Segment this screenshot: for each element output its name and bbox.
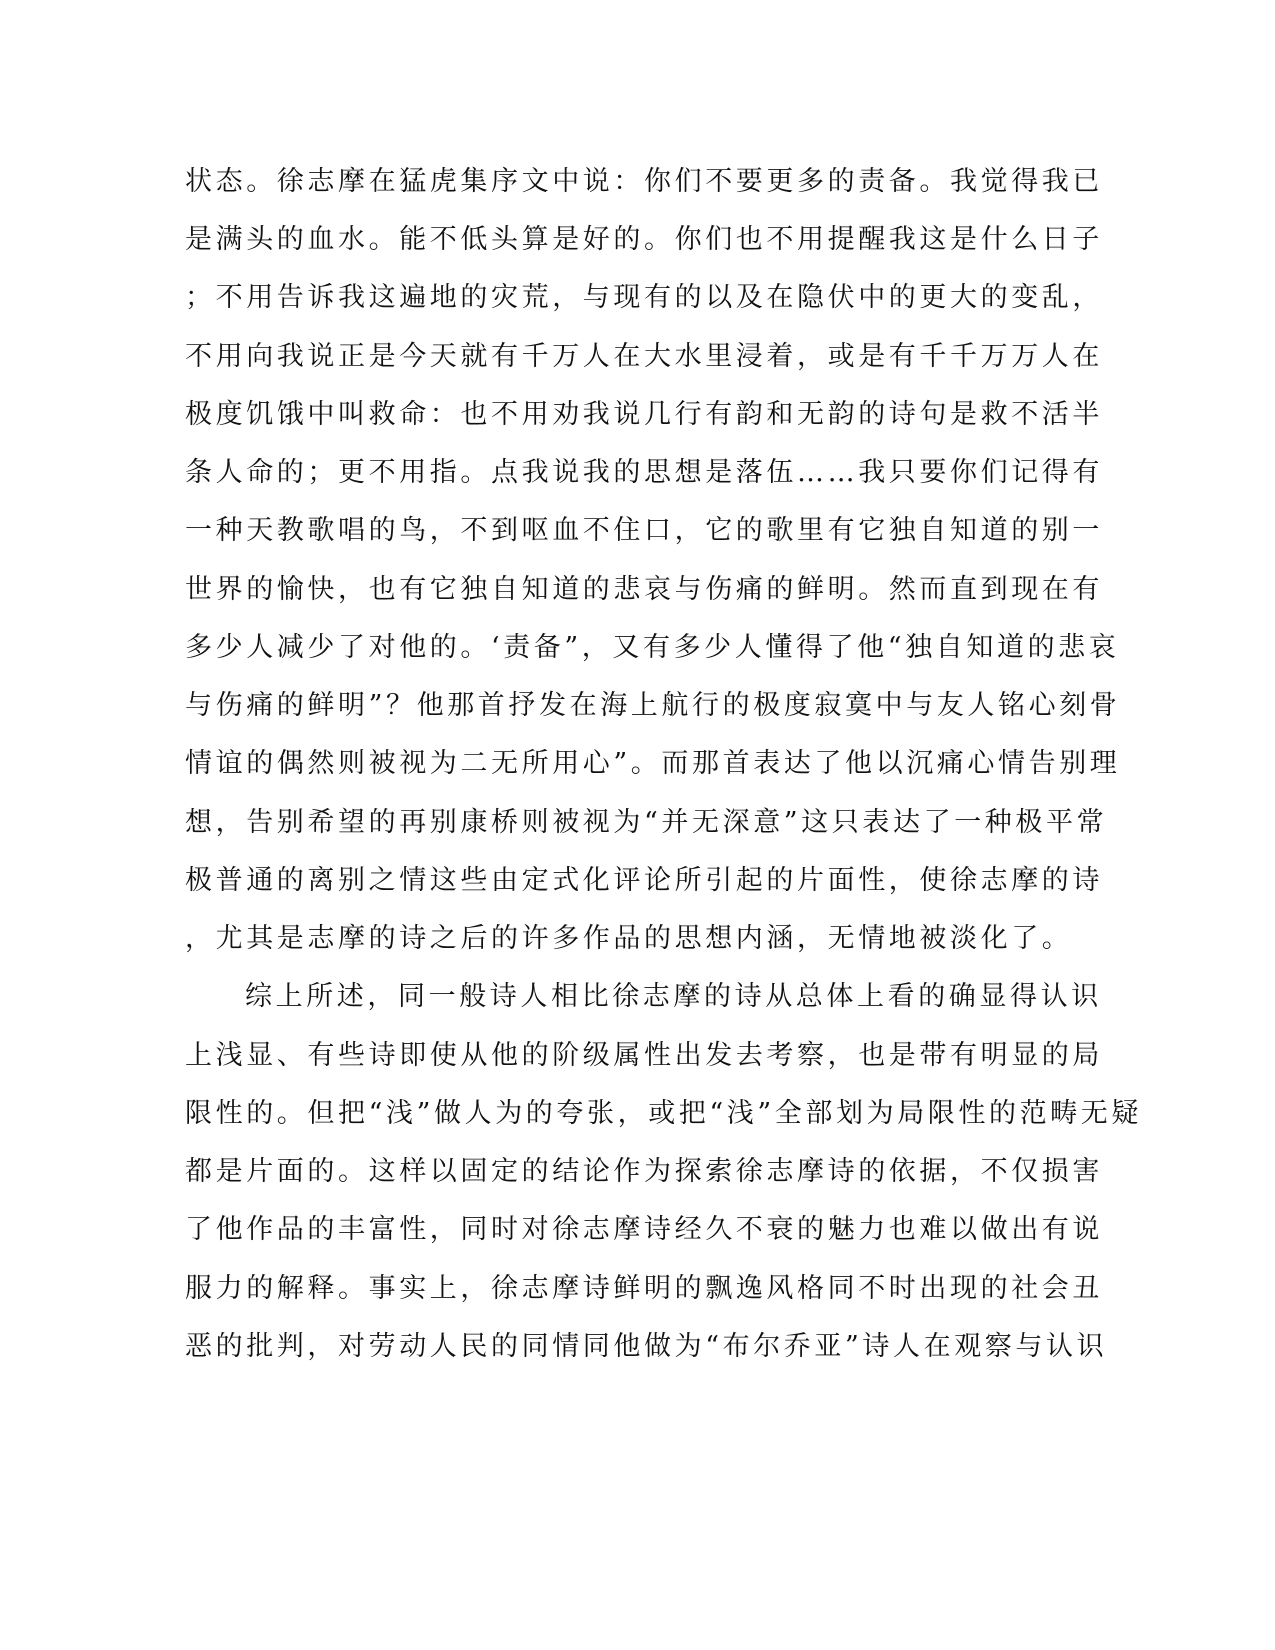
text-line: 都是片面的。这样以固定的结论作为探索徐志摩诗的依据，不仅损害 <box>185 1156 1103 1187</box>
text-line: 了他作品的丰富性，同时对徐志摩诗经久不衰的魅力也难以做出有说 <box>185 1214 1103 1245</box>
text-line: 情谊的偶然则被视为二无所用心”。而那首表达了他以沉痛心情告别理 <box>185 748 1121 779</box>
text-line: ；不用告诉我这遍地的灾荒，与现有的以及在隐伏中的更大的变乱， <box>185 282 1103 313</box>
text-line: ，尤其是志摩的诗之后的许多作品的思想内涵，无情地被淡化了。 <box>185 923 1073 954</box>
text-line: 限性的。但把“浅”做人为的夸张，或把“浅”全部划为局限性的范畴无疑 <box>185 1098 1143 1129</box>
text-line: 多少人减少了对他的。‘责备”，又有多少人懂得了他“独自知道的悲哀 <box>185 632 1120 663</box>
text-line: 服力的解释。事实上，徐志摩诗鲜明的飘逸风格同不时出现的社会丑 <box>185 1273 1103 1304</box>
text-line: 不用向我说正是今天就有千万人在大水里浸着，或是有千千万万人在 <box>185 341 1103 372</box>
text-line: 世界的愉快，也有它独自知道的悲哀与伤痛的鲜明。然而直到现在有 <box>185 574 1103 605</box>
text-line: 状态。徐志摩在猛虎集序文中说：你们不要更多的责备。我觉得我已 <box>185 166 1103 197</box>
text-line: 上浅显、有些诗即使从他的阶级属性出发去考察，也是带有明显的局 <box>185 1040 1103 1071</box>
text-line: 恶的批判，对劳动人民的同情同他做为“布尔乔亚”诗人在观察与认识 <box>185 1331 1108 1362</box>
text-line: 极度饥饿中叫救命：也不用劝我说几行有韵和无韵的诗句是救不活半 <box>185 399 1103 430</box>
text-line: 想，告别希望的再别康桥则被视为“并无深意”这只表达了一种极平常 <box>185 807 1108 838</box>
paragraph-first-line: 综上所述，同一般诗人相比徐志摩的诗从总体上看的确显得认识 <box>245 981 1102 1012</box>
text-line: 条人命的；更不用指。点我说我的思想是落伍……我只要你们记得有 <box>185 457 1103 488</box>
text-line: 与伤痛的鲜明”？他那首抒发在海上航行的极度寂寞中与友人铭心刻骨 <box>185 690 1121 721</box>
text-line: 一种天教歌唱的鸟，不到呕血不住口，它的歌里有它独自知道的别一 <box>185 515 1103 546</box>
text-line: 极普通的离别之情这些由定式化评论所引起的片面性，使徐志摩的诗 <box>185 865 1103 896</box>
text-line: 是满头的血水。能不低头算是好的。你们也不用提醒我这是什么日子 <box>185 224 1103 255</box>
